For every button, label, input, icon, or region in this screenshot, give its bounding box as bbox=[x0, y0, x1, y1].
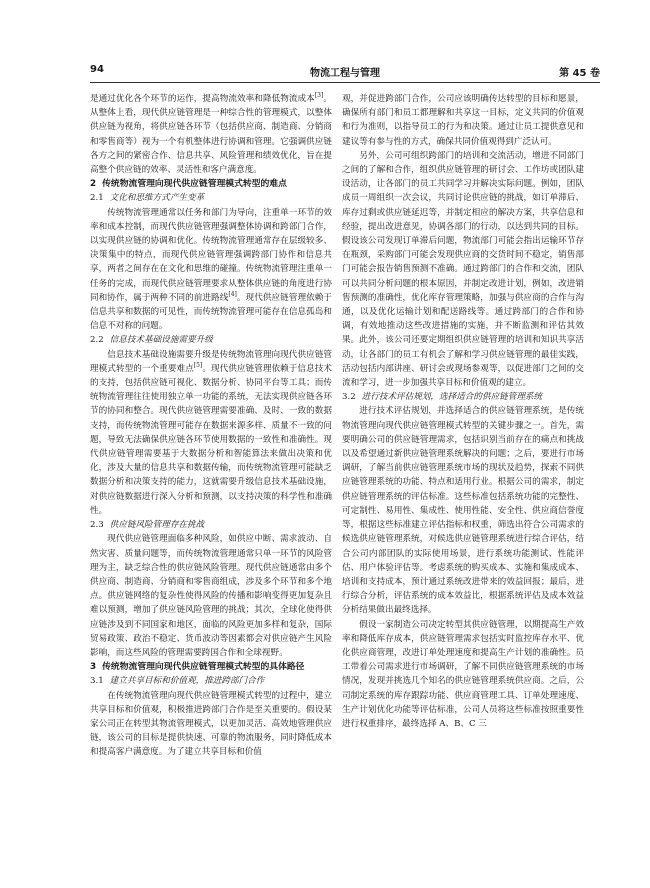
citation: [3] bbox=[314, 92, 324, 100]
subsection-heading: 2.2 信息技术基础设施需要升级 bbox=[90, 335, 213, 346]
left-column bbox=[90, 92, 332, 760]
paragraph: 现代供应链管理面临多种风险，如供应中断、需求波动、自然灾害、质量问题等，而传统物流管理通常只单一环节的风险管理为主，缺乏综合性的供应链风险管理。现代供应链通常由多个供应商、制造商、分销商和零售商组成，涉及多个环节和多个地点。供应链网络的复杂性使得风险的传播和影响变得更加复杂且难以预测，增加了供应链风险管理的挑战；其次，全球化使得供应链涉及到不同国家和地区，面临的风险更加多样和复杂，国际贸易政策、政治不稳定、货币波动等因素都会对供应链产生风险影响，而这些风险的管理需要跨国合作和全球视野。 bbox=[90, 534, 332, 658]
subsection-heading: 3.1 建立共享目标和价值观，推进跨部门合作 bbox=[90, 676, 265, 687]
citation: [4] bbox=[228, 290, 237, 298]
paragraph: 另外，公司可组织跨部门的培训和交流活动，增进不同部门之间的了解和合作，组织供应链管理的研讨会、工作坊或团队建设活动，让各部门的员工共同学习并解决实际问题。例如，团队成员一周组织一次会议，共同讨论供应链的挑战，如订单滞后、库存过剩或供应链延迟等，并制定相应的解决方案，共享信息和经验，提出改进意见，协调各部门的行动，以达到共同的目标。假设该公司发现订单滞后问题，物流部门可能会指出运输环节存在瓶颈，采购部门可能会发现供应商的交货时间不稳定，销售部门可能会报告销售预测不准确。通过跨部门的合作和交流，团队可以共同分析问题的根本原因，并制定改进计划，例如，改进销售预测的准确性，优化库存管理策略，加强与供应商的合作与沟通，以及优化运输计划和配送路线等。通过跨部门的合作和协调，有效地推动这些改进措施的实施，并不断监测和评估其效果。此外，该公司还要定期组织供应链管理的培训和知识共享活动，让各部门的员工有机会了解和学习供应链管理的最佳实践，活动包括内部讲座、研讨会或现场参观等，以促进部门之间的交流和学习，进一步加强共享目标和价值观的建立。 bbox=[342, 150, 584, 389]
paragraph: 传统物流管理通常以任务和部门为导向，注重单一环节的效率和成本控制，而现代供应链管理强调整体协调和跨部门合作，以实现供应链的协调和优化。传统物流管理通常存在层级较多、决策集中的特点，而现代供应链管理强调跨部门协作和信息共享，两者之间存在在文化和思维的碰撞。传统物流管理注重单一任务的完成，而现代供应链管理要求从整体供应链的角度进行协同和协作，属于两种不同的前进路线[4]。现代供应链管理依赖于信息共享和数据的可见性，而传统物流管理可能存在信息孤岛和信息不对称的问题。 bbox=[90, 207, 332, 332]
running-header bbox=[90, 62, 600, 83]
paragraph: 信息技术基础设施需要升级是传统物流管理向现代供应链管理模式转型的一个重要难点[5]。现代供应链管理依赖于信息技术的支持，包括供应链可视化、数据分析、协同平台等工具；而传统物流管理往往使用独立单一功能的系统，无法实现供应链各环节的协同和整合。现代供应链管理需要准确、及时、一致的数据支持，而传统物流管理可能存在数据来源多样、质量不一致的问题，导致无法确保供应链各环节使用数据的一致性和准确性。现代供应链管理需要基于大数据分析和智能算法来做出决策和优化，涉及大量的信息共享和数据传输，而传统物流管理可能缺乏数据分析和决策支持的能力，这就需要升级信息技术基础设施，对供应链数据进行深入分析和预测，以支持决策的科学性和准确性。 bbox=[90, 349, 332, 516]
right-column bbox=[342, 92, 584, 731]
citation: [5] bbox=[193, 362, 203, 369]
section-heading: 3 传统物流管理向现代供应链管理模式转型的具体路径 bbox=[90, 662, 305, 673]
paragraph: 进行技术评估规划，并选择适合的供应链管理系统，是传统物流管理向现代供应链管理模式转型的关键步骤之一。首先，需要明确公司的供应链管理需求，包括识别当前存在的痛点和挑战以及希望通过新供应链管理系统解决的问题；之后，要进行市场调研，了解当前供应链管理系统市场的现状及趋势，探索不同供应链管理系统的功能、特点和适用行业。根据公司的需求，制定供应链管理系统的评估标准。这些标准包括系统功能的完整性、可定制性、易用性、集成性、使用性能、安全性、供应商信誉度等，根据这些标准建立评估指标和权重，筛选出符合公司需求的候选供应链管理系统，对候选供应链管理系统进行综合评估，结合公司内部团队的实际使用场景，进行系统功能测试、性能评估、用户体验评估等。考虑系统的购买成本、实施和集成成本、培训和支持成本，预计通过系统改进带来的效益回报；最后，进行综合分析，评估系统的成本效益比，根据系统评估及成本效益分析结果做出最终选择。 bbox=[342, 406, 584, 616]
paragraph: 是通过优化各个环节的运作，提高物流效率和降低物流成本[3]。从整体上看，现代供应链管理是一种综合性的管理模式，以整体供应链为视角，将供应链各环节（包括供应商、制造商、分销商和零售商等）视为一个有机整体进行协调和管理。它强调供应链各方之间的紧密合作、信息共享、风险管理和绩效优化，旨在提高整个供应链的效率、灵活性和客户满意度。 bbox=[90, 92, 332, 176]
paragraph: 假设一家制造公司决定转型其供应链管理，以期提高生产效率和降低库存成本，供应链管理需求包括实时监控库存水平、优化供应商管理，改进订单处理速度和提高生产计划的准确性。员工带着公司需求进行市场调研，了解不同供应链管理系统的市场情况，发现并挑选几个知名的供应链管理系统供应商。之后，公司制定系统的库存跟踪功能、供应商管理工具、订单处理速度、生产计划优化功能等评估标准，公司人员将这些标准按照重要性进行权重排序，最终选择 A、B、C 三 bbox=[342, 619, 584, 729]
paragraph: 观，并促进跨部门合作，公司应该明确传达转型的目标和愿景，确保所有部门和员工都理解和共享这一目标，定义共同的价值观和行为准则，以指导员工的行为和决策。通过让员工提供意见和建议等有参与性的方式，确保共同价值观得到广泛认可。 bbox=[342, 94, 584, 147]
volume-label: 第 45 卷 bbox=[559, 68, 600, 79]
subsection-heading: 2.3 供应链风险管理存在挑战 bbox=[90, 520, 205, 531]
subsection-heading: 3.2 进行技术评估规划，选择适合的供应链管理系统 bbox=[342, 392, 543, 403]
subsection-heading: 2.1 文化和思维方式产生变革 bbox=[90, 193, 205, 204]
page-number: 94 bbox=[90, 64, 104, 75]
paragraph: 在传统物流管理向现代供应链管理模式转型的过程中，建立共享目标和价值观，积极推进跨部门合作是至关重要的。假设某家公司正在转型其物流管理模式，以更加灵活、高效地管理供应链，该公司的目标是提供快速、可靠的物流服务，同时降低成本和提高客户满意度。为了建立共享目标和价值 bbox=[90, 690, 332, 758]
journal-title: 物流工程与管理 bbox=[310, 68, 380, 79]
section-heading: 2 传统物流管理向现代供应链管理模式转型的难点 bbox=[90, 179, 287, 190]
